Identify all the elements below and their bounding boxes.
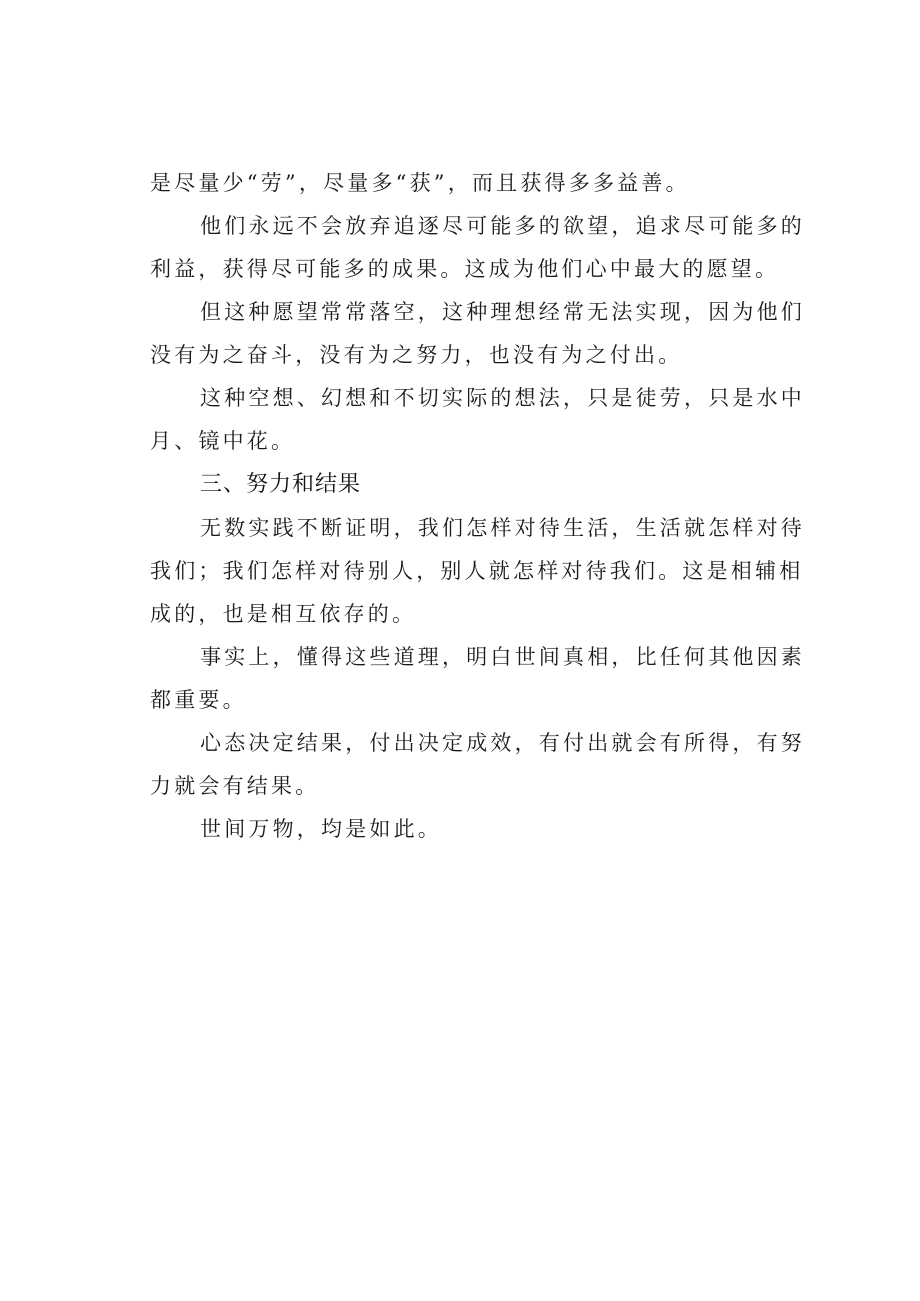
paragraph-illusion: 这种空想、幻想和不切实际的想法，只是徒劳，只是水中月、镜中花。: [150, 386, 805, 453]
section-heading: 三、努力和结果: [200, 472, 362, 497]
paragraph-mindset: 心态决定结果，付出决定成效，有付出就会有所得，有努力就会有结果。: [150, 731, 805, 798]
document-body: [150, 162, 810, 851]
paragraph-desire: 他们永远不会放弃追逐尽可能多的欲望，追求尽可能多的利益，获得尽可能多的成果。这成为他们心中最大的愿望。: [150, 214, 805, 281]
paragraph-practice: 无数实践不断证明，我们怎样对待生活，生活就怎样对待我们；我们怎样对待别人，别人就怎样对待我们。这是相辅相成的，也是相互依存的。: [150, 516, 805, 626]
paragraph-continuation: 是尽量少“劳”，尽量多“获”，而且获得多多益善。: [150, 171, 690, 195]
paragraph-unfulfilled: 但这种愿望常常落空，这种理想经常无法实现，因为他们没有为之奋斗，没有为之努力，也没有为之付出。: [150, 300, 805, 367]
paragraph-truth: 事实上，懂得这些道理，明白世间真相，比任何其他因素都重要。: [150, 645, 805, 712]
paragraph-conclusion: 世间万物，均是如此。: [200, 817, 442, 841]
